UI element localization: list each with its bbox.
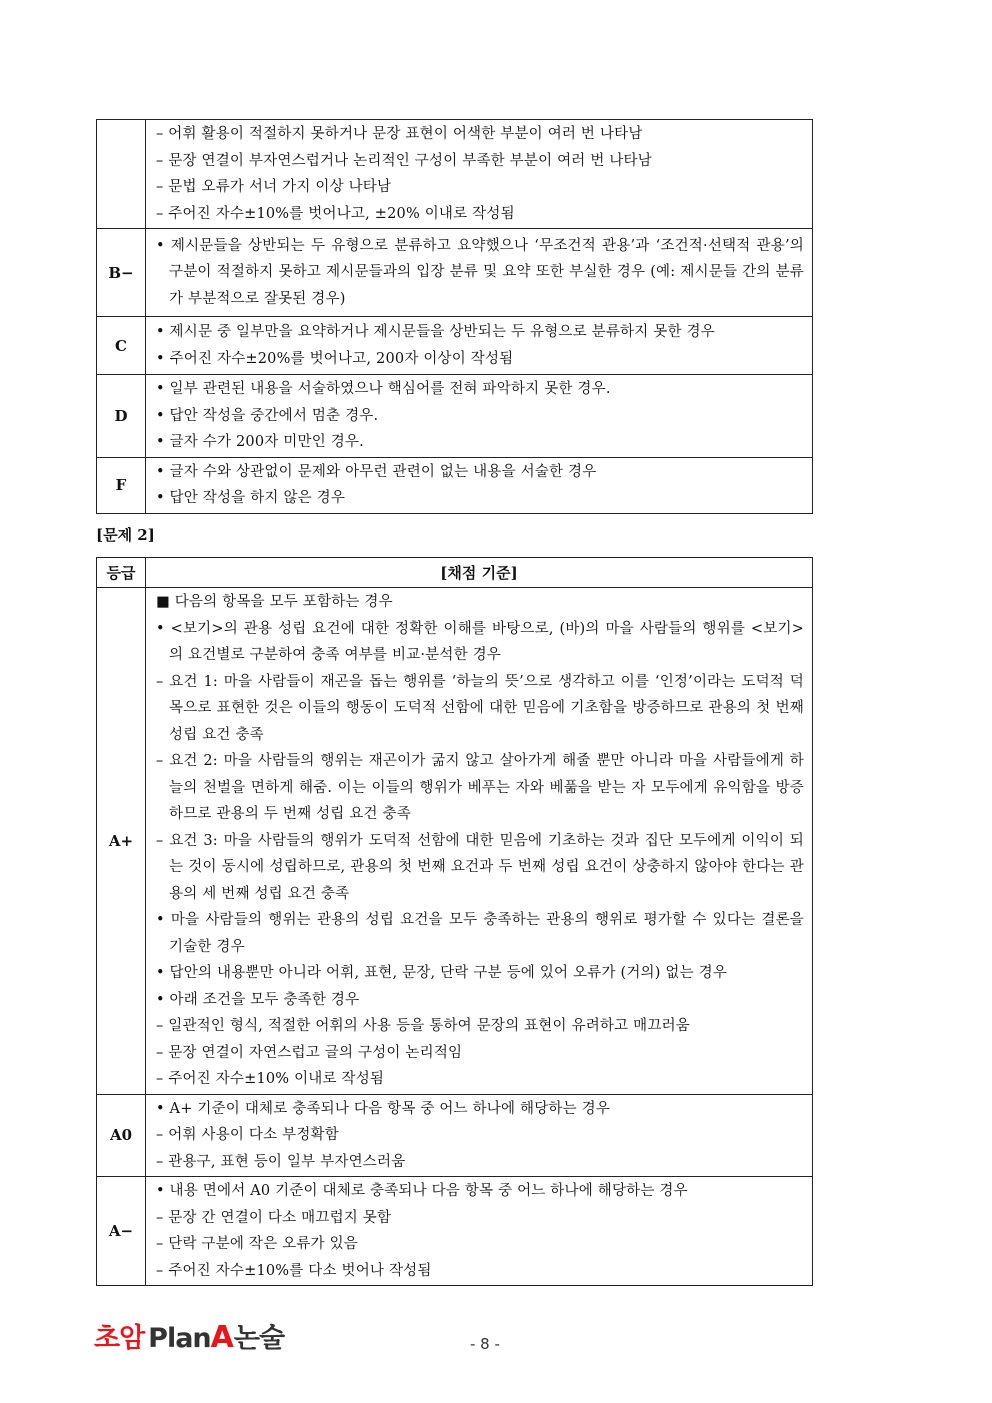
criteria-line: – 요건 1: 마을 사람들이 재곤을 돕는 행위를 ‘하늘의 뜻’으로 생각하고 이를 ‘인정’이라는 도덕적 덕목으로 표현한 것은 이들의 행동이 도덕적 선함에 대한 믿음에 기초함을 방증하므로 관용의 첫 번째 성립 요건 충족: [156, 673, 804, 743]
logo-text-plan: Plan: [148, 1323, 211, 1354]
table-row: [97, 317, 813, 375]
table-header-row: [97, 558, 813, 588]
criteria-line: – 요건 3: 마을 사람들의 행위가 도덕적 선함에 대한 믿음에 기초하는 것과 집단 모두에게 이익이 되는 것이 동시에 성립하므로, 관용의 첫 번째 요건과 두 번째 성립 요건이 상충하지 않아야 한다는 관용의 세 번째 성립 요건 충족: [156, 832, 804, 902]
grade-cell: A0: [97, 1094, 146, 1177]
criteria-cell: [146, 375, 813, 458]
criteria-line: – 관용구, 표현 등이 일부 부자연스러움: [156, 1153, 406, 1170]
criteria-line: – 문장 간 연결이 다소 매끄럽지 못함: [156, 1209, 392, 1226]
criteria-line: • 일부 관련된 내용을 서술하였으나 핵심어를 전혀 파악하지 못한 경우.: [156, 381, 611, 397]
grading-table-2: [96, 557, 813, 1286]
criteria-line: • 주어진 자수±20%를 벗어나고, 200자 이상이 작성됨: [156, 350, 514, 367]
brand-logo: [94, 1316, 284, 1356]
criteria-line: • 답안 작성을 하지 않은 경우: [156, 490, 346, 506]
criteria-line: • 아래 조건을 모두 충족한 경우: [156, 991, 360, 1008]
criteria-line: – 단락 구분에 작은 오류가 있음: [156, 1236, 358, 1252]
criteria-line: • 답안의 내용뿐만 아니라 어휘, 표현, 문장, 단락 구분 등에 있어 오류가 (거의) 없는 경우: [156, 965, 728, 981]
criteria-line: – 문법 오류가 서너 가지 이상 나타남: [156, 179, 392, 195]
criteria-cell: [146, 317, 813, 375]
criteria-line: – 일관적인 형식, 적절한 어휘의 사용 등을 통하여 문장의 표현이 유려하고 매끄러움: [156, 1018, 690, 1034]
criteria-cell: [146, 1094, 813, 1177]
logo-text-nonsul: 논술: [233, 1323, 285, 1354]
page-number: - 8 -: [470, 1335, 500, 1353]
criteria-cell: [146, 1177, 813, 1286]
criteria-cell: [146, 457, 813, 513]
header-grade: 등급: [97, 558, 146, 588]
criteria-line: • 제시문 중 일부만을 요약하거나 제시문들을 상반되는 두 유형으로 분류하지 못한 경우: [156, 324, 715, 340]
grade-cell: A−: [97, 1177, 146, 1286]
criteria-line: • 답안 작성을 중간에서 멈춘 경우.: [156, 407, 379, 424]
table-row: [97, 1177, 813, 1286]
criteria-line: • A+ 기준이 대체로 충족되나 다음 항목 중 어느 하나에 해당하는 경우: [156, 1100, 611, 1117]
criteria-line: ■ 다음의 항목을 모두 포함하는 경우: [156, 594, 393, 610]
criteria-line: – 주어진 자수±10%를 다소 벗어나 작성됨: [156, 1262, 432, 1279]
criteria-cell: [146, 229, 813, 317]
grading-table-1: [96, 119, 813, 514]
table-row: [97, 457, 813, 513]
table-row: [97, 120, 813, 229]
grade-cell: D: [97, 375, 146, 458]
criteria-line: • 마을 사람들의 행위는 관용의 성립 요건을 모두 충족하는 관용의 행위로 평가할 수 있다는 결론을 기술한 경우: [156, 912, 804, 955]
criteria-line: – 어휘 사용이 다소 부정확함: [156, 1127, 339, 1143]
criteria-line: – 문장 연결이 자연스럽고 글의 구성이 논리적임: [156, 1044, 463, 1061]
grade-cell: [97, 120, 146, 229]
criteria-line: • 제시문들을 상반되는 두 유형으로 분류하고 요약했으나 ‘무조건적 관용’과 ‘조건적·선택적 관용’의 구분이 적절하지 못하고 제시문들과의 입장 분류 및 요약 또한 부실한 경우 (예: 제시문들 간의 분류가 부분적으로 잘못된 경우): [156, 237, 804, 307]
header-criteria: [채점 기준]: [146, 558, 813, 588]
criteria-line: – 어휘 활용이 적절하지 못하거나 문장 표현이 어색한 부분이 여러 번 나타남: [156, 126, 643, 142]
grade-cell: A+: [97, 588, 146, 1095]
criteria-cell: [146, 120, 813, 229]
criteria-line: – 요건 2: 마을 사람들의 행위는 재곤이가 굶지 않고 살아가게 해줄 뿐만 아니라 마을 사람들에게 하늘의 천벌을 면하게 해줌. 이는 이들의 행위가 베푸는 자와 베풂을 받는 자 모두에게 유익함을 방증하므로 관용의 두 번째 성립 요건 충족: [156, 753, 804, 822]
criteria-line: • 내용 면에서 A0 기준이 대체로 충족되나 다음 항목 중 어느 하나에 해당하는 경우: [156, 1183, 688, 1199]
table-row: [97, 588, 813, 1095]
logo-text-choam: 초암: [94, 1323, 145, 1354]
criteria-line: – 주어진 자수±10% 이내로 작성됨: [156, 1071, 385, 1087]
grade-cell: B−: [97, 229, 146, 317]
criteria-line: • <보기>의 관용 성립 요건에 대한 정확한 이해를 바탕으로, (바)의 마을 사람들의 행위를 <보기>의 요건별로 구분하여 충족 여부를 비교·분석한 경우: [156, 620, 804, 663]
table-row: [97, 1094, 813, 1177]
criteria-line: – 주어진 자수±10%를 벗어나고, ±20% 이내로 작성됨: [156, 205, 515, 222]
table-row: [97, 375, 813, 458]
grade-cell: C: [97, 317, 146, 375]
criteria-line: • 글자 수와 상관없이 문제와 아무런 관련이 없는 내용을 서술한 경우: [156, 463, 597, 480]
criteria-line: • 글자 수가 200자 미만인 경우.: [156, 434, 364, 450]
logo-text-a: A: [210, 1320, 234, 1355]
grade-cell: F: [97, 457, 146, 513]
section-title: [문제 2]: [96, 526, 155, 544]
criteria-line: – 문장 연결이 부자연스럽거나 논리적인 구성이 부족한 부분이 여러 번 나타남: [156, 152, 652, 169]
criteria-cell: [146, 588, 813, 1095]
table-row: [97, 229, 813, 317]
